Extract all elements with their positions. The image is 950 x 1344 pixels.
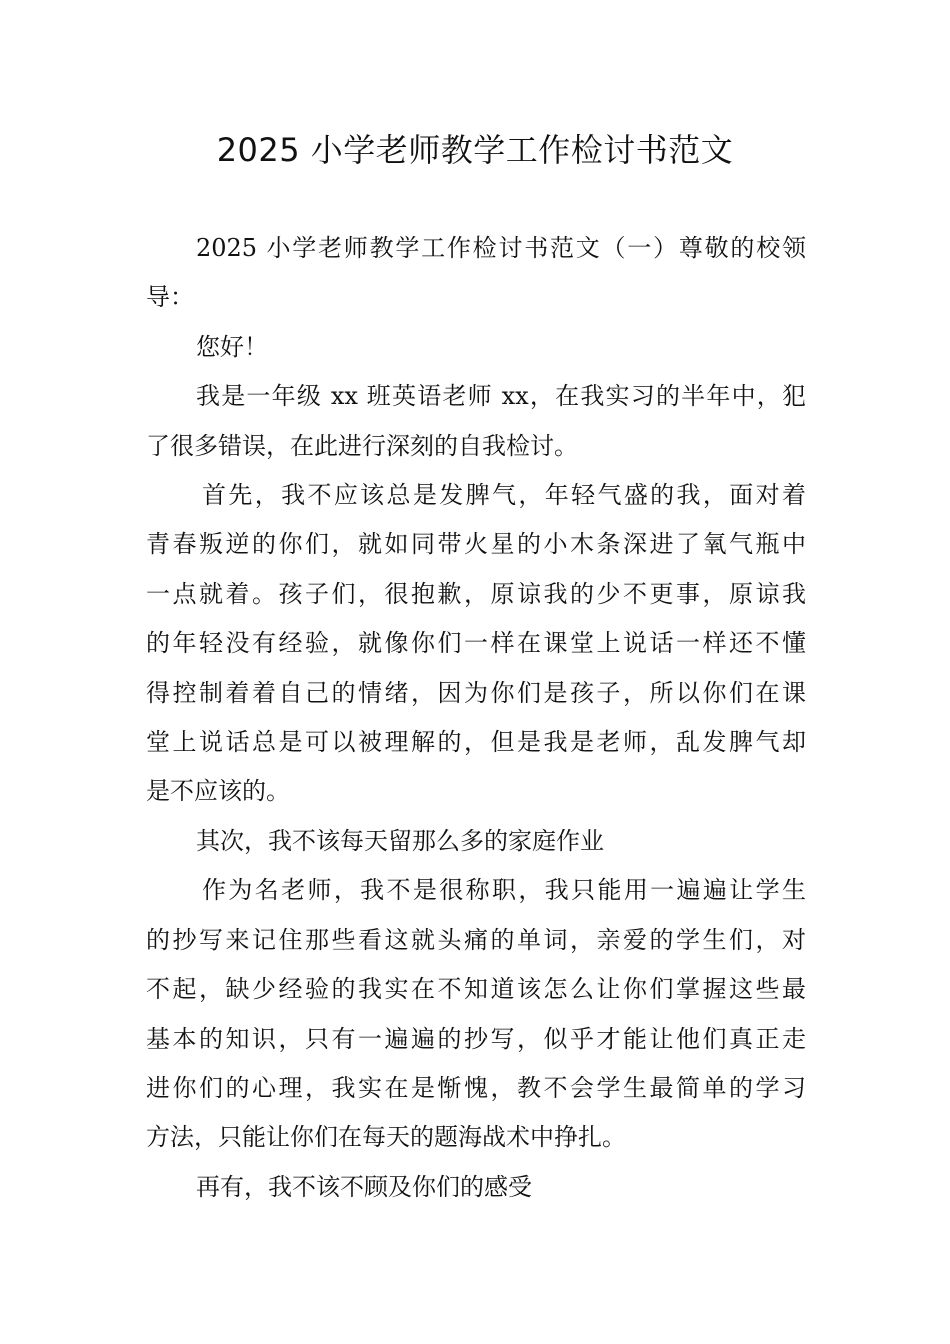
- paragraph-line: 2025 小学老师教学工作检讨书范文（一）尊敬的校领: [196, 234, 806, 262]
- paragraph-intro: [146, 372, 806, 471]
- paragraph-salutation: [146, 224, 806, 323]
- paragraph-line: 进你们的心理，我实在是惭愧，教不会学生最简单的学习: [146, 1073, 806, 1102]
- paragraph-line: 基本的知识，只有一遍遍的抄写，似乎才能让他们真正走: [146, 1024, 806, 1053]
- paragraph-line: 作为名老师，我不是很称职，我只能用一遍遍让学生: [202, 876, 806, 905]
- paragraph-line: 再有，我不该不顾及你们的感受: [196, 1172, 532, 1201]
- paragraph-line: 一点就着。孩子们，很抱歉，原谅我的少不更事，原谅我: [146, 579, 806, 608]
- paragraph-line: 是不应该的。: [146, 777, 290, 806]
- paragraph-line: 不起，缺少经验的我实在不知道该怎么让你们掌握这些最: [146, 975, 806, 1004]
- paragraph-first-point: [146, 471, 806, 817]
- paragraph-line: 方法，只能让你们在每天的题海战术中挣扎。: [146, 1123, 626, 1152]
- paragraph-line: 了很多错误，在此进行深刻的自我检讨。: [146, 431, 578, 460]
- paragraph-line: 首先，我不应该总是发脾气，年轻气盛的我，面对着: [202, 481, 806, 510]
- paragraph-third-heading: [146, 1163, 806, 1212]
- paragraph-line: 的年轻没有经验，就像你们一样在课堂上说话一样还不懂: [146, 629, 806, 658]
- paragraph-line: 堂上说话总是可以被理解的，但是我是老师，乱发脾气却: [146, 728, 806, 757]
- document-body: [146, 224, 806, 1212]
- paragraph-line: 导：: [146, 283, 194, 312]
- paragraph-line: 得控制着着自己的情绪，因为你们是孩子，所以你们在课: [146, 678, 806, 707]
- paragraph-line: 我是一年级 xx 班英语老师 xx，在我实习的半年中，犯: [196, 382, 806, 411]
- paragraph-line: 您好！: [196, 332, 268, 361]
- paragraph-line: 其次，我不该每天留那么多的家庭作业: [196, 826, 604, 855]
- paragraph-greeting: [146, 323, 806, 372]
- paragraph-second-heading: [146, 817, 806, 866]
- paragraph-line: 的抄写来记住那些看这就头痛的单词，亲爱的学生们，对: [146, 925, 806, 954]
- paragraph-line: 青春叛逆的你们，就如同带火星的小木条深进了氧气瓶中: [146, 530, 806, 559]
- document-title: 2025 小学老师教学工作检讨书范文: [216, 131, 734, 169]
- paragraph-second-point: [146, 866, 806, 1162]
